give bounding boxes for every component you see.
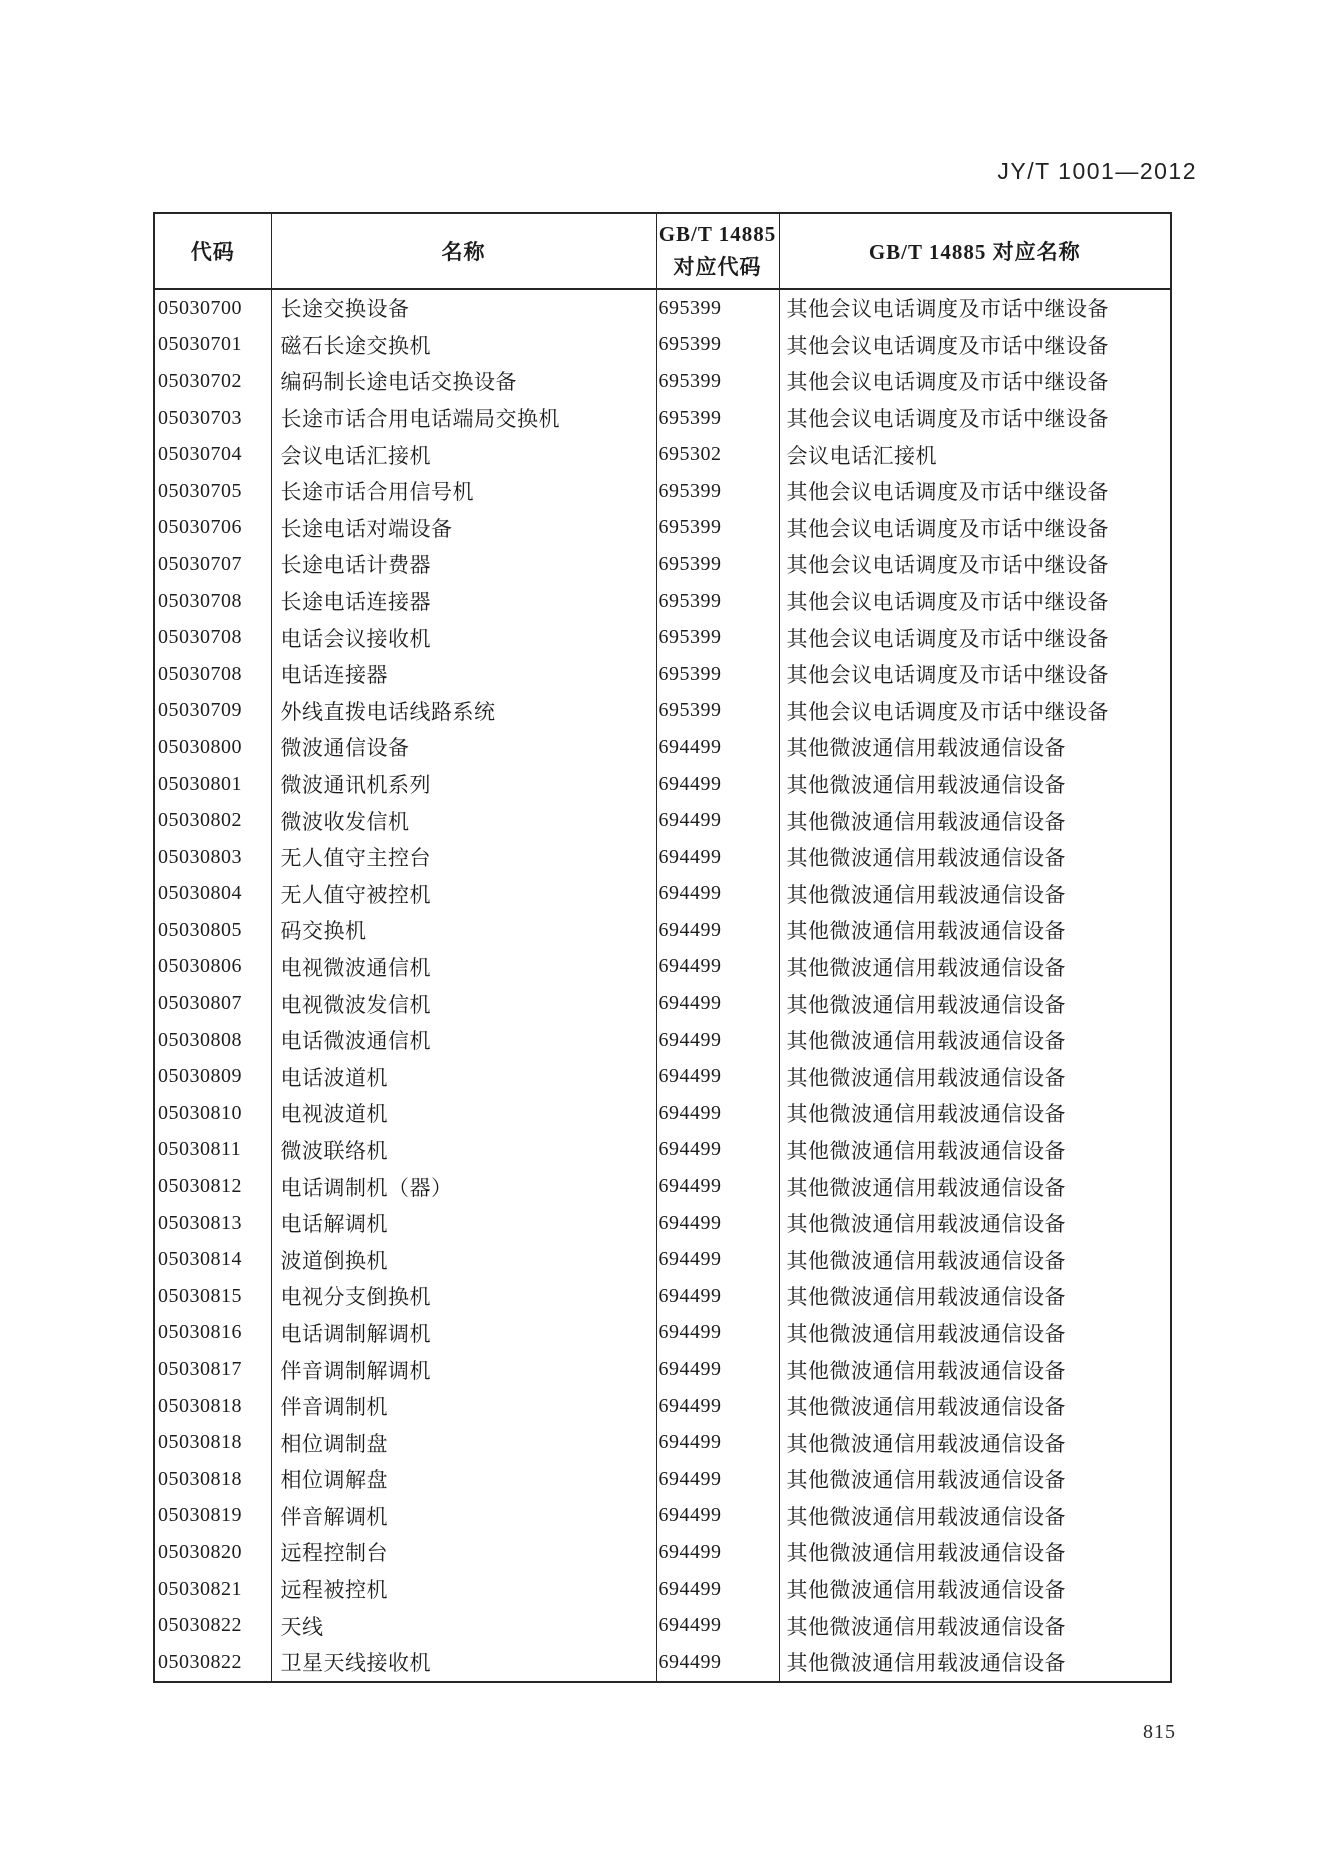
table-row <box>154 289 1171 327</box>
cell-gbt-code: 694499 <box>656 1095 779 1132</box>
cell-gbt-name: 其他微波通信用载波通信设备 <box>779 1534 1171 1571</box>
table-row <box>154 400 1171 437</box>
cell-code: 05030702 <box>158 369 242 392</box>
cell-code: 05030812 <box>158 1175 242 1198</box>
table-row <box>154 546 1171 583</box>
cell-gbt-name: 其他微波通信用载波通信设备 <box>779 1315 1171 1352</box>
cell-code: 05030822 <box>158 1650 242 1673</box>
cell-code: 05030804 <box>158 882 242 905</box>
cell-gbt-name: 其他微波通信用载波通信设备 <box>779 1644 1171 1682</box>
cell-code: 05030809 <box>158 1065 242 1088</box>
table-row <box>154 363 1171 400</box>
cell-gbt-name: 其他微波通信用载波通信设备 <box>779 1095 1171 1132</box>
cell-code: 05030818 <box>158 1431 242 1454</box>
cell-code: 05030819 <box>158 1504 242 1527</box>
table-row <box>154 656 1171 693</box>
table-row <box>154 1534 1171 1571</box>
cell-gbt-name: 其他微波通信用载波通信设备 <box>779 949 1171 986</box>
table-row <box>154 1571 1171 1608</box>
header-code: 代码 <box>154 213 271 289</box>
cell-name: 微波通讯机系列 <box>271 766 656 803</box>
cell-name: 编码制长途电话交换设备 <box>271 363 656 400</box>
cell-code: 05030813 <box>158 1211 242 1234</box>
cell-gbt-code: 695399 <box>656 656 779 693</box>
cell-gbt-name: 其他会议电话调度及市话中继设备 <box>779 289 1171 327</box>
cell-name: 微波收发信机 <box>271 802 656 839</box>
cell-name: 伴音解调机 <box>271 1498 656 1535</box>
cell-name: 电视波道机 <box>271 1095 656 1132</box>
cell-gbt-name: 其他微波通信用载波通信设备 <box>779 1058 1171 1095</box>
cell-gbt-code: 694499 <box>656 876 779 913</box>
cell-name: 波道倒换机 <box>271 1241 656 1278</box>
cell-gbt-code: 694499 <box>656 839 779 876</box>
cell-name: 卫星天线接收机 <box>271 1644 656 1682</box>
cell-code: 05030709 <box>158 699 242 722</box>
table-row <box>154 729 1171 766</box>
cell-gbt-name: 其他微波通信用载波通信设备 <box>779 985 1171 1022</box>
cell-gbt-code: 695302 <box>656 436 779 473</box>
cell-gbt-name: 其他微波通信用载波通信设备 <box>779 1498 1171 1535</box>
header-gbt-code-line1: GB/T 14885 <box>658 222 777 246</box>
cell-code: 05030706 <box>158 516 242 539</box>
cell-gbt-code: 695399 <box>656 510 779 547</box>
cell-gbt-code: 695399 <box>656 546 779 583</box>
cell-gbt-code: 695399 <box>656 583 779 620</box>
table-row <box>154 766 1171 803</box>
cell-gbt-code: 694499 <box>656 1205 779 1242</box>
header-gbt-code-line2: 对应代码 <box>673 255 762 279</box>
mapping-table <box>153 212 1170 1683</box>
cell-code: 05030803 <box>158 845 242 868</box>
cell-name: 微波通信设备 <box>271 729 656 766</box>
cell-gbt-name: 其他微波通信用载波通信设备 <box>779 1461 1171 1498</box>
cell-gbt-name: 其他会议电话调度及市话中继设备 <box>779 583 1171 620</box>
cell-name: 无人值守被控机 <box>271 876 656 913</box>
cell-code: 05030806 <box>158 955 242 978</box>
cell-gbt-code: 694499 <box>656 1534 779 1571</box>
table-row <box>154 327 1171 364</box>
cell-gbt-name: 其他微波通信用载波通信设备 <box>779 1241 1171 1278</box>
table-row <box>154 802 1171 839</box>
cell-gbt-name: 其他微波通信用载波通信设备 <box>779 1388 1171 1425</box>
cell-gbt-code: 694499 <box>656 1351 779 1388</box>
table-row <box>154 1095 1171 1132</box>
header-gbt-code <box>656 213 779 289</box>
cell-gbt-name: 其他微波通信用载波通信设备 <box>779 1168 1171 1205</box>
cell-code: 05030821 <box>158 1577 242 1600</box>
table-row <box>154 1058 1171 1095</box>
document-reference: JY/T 1001—2012 <box>997 158 1197 184</box>
cell-code: 05030705 <box>158 479 242 502</box>
table-row <box>154 876 1171 913</box>
table-row <box>154 985 1171 1022</box>
cell-code: 05030808 <box>158 1028 242 1051</box>
cell-name: 相位调解盘 <box>271 1461 656 1498</box>
cell-gbt-name: 其他微波通信用载波通信设备 <box>779 1205 1171 1242</box>
cell-gbt-name: 其他微波通信用载波通信设备 <box>779 839 1171 876</box>
cell-code: 05030704 <box>158 443 242 466</box>
header-gbt-name: GB/T 14885 对应名称 <box>779 213 1171 289</box>
cell-code: 05030707 <box>158 552 242 575</box>
cell-gbt-code: 695399 <box>656 473 779 510</box>
cell-gbt-code: 694499 <box>656 1571 779 1608</box>
cell-name: 长途市话合用信号机 <box>271 473 656 510</box>
cell-code: 05030701 <box>158 333 242 356</box>
cell-code: 05030700 <box>158 296 242 319</box>
cell-name: 长途交换设备 <box>271 289 656 327</box>
cell-gbt-name: 其他微波通信用载波通信设备 <box>779 1132 1171 1169</box>
table-row <box>154 1022 1171 1059</box>
cell-gbt-code: 694499 <box>656 1168 779 1205</box>
cell-name: 无人值守主控台 <box>271 839 656 876</box>
cell-code: 05030801 <box>158 772 242 795</box>
cell-gbt-code: 694499 <box>656 1644 779 1682</box>
cell-code: 05030807 <box>158 992 242 1015</box>
table-row <box>154 839 1171 876</box>
cell-gbt-name: 其他微波通信用载波通信设备 <box>779 876 1171 913</box>
cell-name: 电话波道机 <box>271 1058 656 1095</box>
table-row <box>154 1644 1171 1682</box>
cell-name: 电话会议接收机 <box>271 619 656 656</box>
cell-gbt-name: 其他微波通信用载波通信设备 <box>779 1278 1171 1315</box>
table-row <box>154 1132 1171 1169</box>
table-row <box>154 1498 1171 1535</box>
cell-name: 远程控制台 <box>271 1534 656 1571</box>
cell-name: 相位调制盘 <box>271 1424 656 1461</box>
table-row <box>154 473 1171 510</box>
cell-gbt-code: 694499 <box>656 1388 779 1425</box>
cell-gbt-name: 其他微波通信用载波通信设备 <box>779 1424 1171 1461</box>
cell-gbt-name: 会议电话汇接机 <box>779 436 1171 473</box>
cell-gbt-name: 其他微波通信用载波通信设备 <box>779 912 1171 949</box>
table-row <box>154 436 1171 473</box>
table-row <box>154 1424 1171 1461</box>
cell-gbt-name: 其他会议电话调度及市话中继设备 <box>779 693 1171 730</box>
cell-name: 磁石长途交换机 <box>271 327 656 364</box>
cell-gbt-code: 694499 <box>656 766 779 803</box>
cell-code: 05030817 <box>158 1358 242 1381</box>
cell-name: 会议电话汇接机 <box>271 436 656 473</box>
cell-gbt-code: 694499 <box>656 912 779 949</box>
cell-gbt-name: 其他会议电话调度及市话中继设备 <box>779 327 1171 364</box>
table-row <box>154 1351 1171 1388</box>
cell-gbt-code: 695399 <box>656 619 779 656</box>
cell-name: 天线 <box>271 1607 656 1644</box>
cell-gbt-name: 其他会议电话调度及市话中继设备 <box>779 400 1171 437</box>
cell-name: 电视微波发信机 <box>271 985 656 1022</box>
cell-gbt-code: 695399 <box>656 289 779 327</box>
cell-name: 电话解调机 <box>271 1205 656 1242</box>
table-row <box>154 583 1171 620</box>
table-row <box>154 1168 1171 1205</box>
cell-code: 05030810 <box>158 1101 242 1124</box>
cell-name: 外线直拨电话线路系统 <box>271 693 656 730</box>
cell-gbt-code: 694499 <box>656 1315 779 1352</box>
cell-gbt-code: 694499 <box>656 729 779 766</box>
cell-gbt-name: 其他微波通信用载波通信设备 <box>779 729 1171 766</box>
cell-name: 码交换机 <box>271 912 656 949</box>
cell-code: 05030811 <box>158 1138 242 1161</box>
cell-gbt-code: 695399 <box>656 400 779 437</box>
cell-gbt-code: 694499 <box>656 1022 779 1059</box>
cell-code: 05030708 <box>158 626 242 649</box>
cell-name: 伴音调制机 <box>271 1388 656 1425</box>
cell-code: 05030802 <box>158 809 242 832</box>
cell-name: 远程被控机 <box>271 1571 656 1608</box>
cell-gbt-name: 其他会议电话调度及市话中继设备 <box>779 656 1171 693</box>
cell-name: 电视分支倒换机 <box>271 1278 656 1315</box>
cell-name: 电话微波通信机 <box>271 1022 656 1059</box>
cell-name: 长途电话连接器 <box>271 583 656 620</box>
cell-gbt-code: 695399 <box>656 693 779 730</box>
table-row <box>154 510 1171 547</box>
cell-gbt-code: 694499 <box>656 1278 779 1315</box>
table-row <box>154 1607 1171 1644</box>
cell-gbt-code: 695399 <box>656 327 779 364</box>
table-row <box>154 1461 1171 1498</box>
cell-code: 05030805 <box>158 918 242 941</box>
table-header-row <box>154 213 1171 289</box>
cell-name: 电话调制解调机 <box>271 1315 656 1352</box>
table-row <box>154 619 1171 656</box>
cell-gbt-code: 694499 <box>656 1132 779 1169</box>
cell-gbt-code: 695399 <box>656 363 779 400</box>
cell-code: 05030708 <box>158 662 242 685</box>
cell-gbt-code: 694499 <box>656 1058 779 1095</box>
cell-name: 微波联络机 <box>271 1132 656 1169</box>
cell-gbt-name: 其他微波通信用载波通信设备 <box>779 1607 1171 1644</box>
cell-code: 05030703 <box>158 406 242 429</box>
cell-gbt-name: 其他会议电话调度及市话中继设备 <box>779 363 1171 400</box>
table-row <box>154 1205 1171 1242</box>
header-name: 名称 <box>271 213 656 289</box>
cell-code: 05030822 <box>158 1614 242 1637</box>
cell-gbt-name: 其他微波通信用载波通信设备 <box>779 802 1171 839</box>
cell-gbt-name: 其他微波通信用载波通信设备 <box>779 766 1171 803</box>
cell-gbt-code: 694499 <box>656 1461 779 1498</box>
table-row <box>154 912 1171 949</box>
cell-gbt-code: 694499 <box>656 985 779 1022</box>
cell-name: 长途市话合用电话端局交换机 <box>271 400 656 437</box>
cell-gbt-name: 其他会议电话调度及市话中继设备 <box>779 619 1171 656</box>
table-row <box>154 1388 1171 1425</box>
cell-code: 05030816 <box>158 1321 242 1344</box>
table-row <box>154 693 1171 730</box>
cell-code: 05030815 <box>158 1284 242 1307</box>
page-number: 815 <box>1143 1721 1176 1743</box>
cell-code: 05030708 <box>158 589 242 612</box>
cell-name: 长途电话对端设备 <box>271 510 656 547</box>
cell-code: 05030800 <box>158 735 242 758</box>
table-row <box>154 1241 1171 1278</box>
table-body <box>154 289 1171 1682</box>
cell-gbt-name: 其他微波通信用载波通信设备 <box>779 1022 1171 1059</box>
table-row <box>154 1278 1171 1315</box>
cell-gbt-code: 694499 <box>656 802 779 839</box>
cell-gbt-name: 其他会议电话调度及市话中继设备 <box>779 510 1171 547</box>
cell-code: 05030818 <box>158 1467 242 1490</box>
cell-gbt-code: 694499 <box>656 1607 779 1644</box>
cell-gbt-code: 694499 <box>656 1241 779 1278</box>
cell-gbt-code: 694499 <box>656 949 779 986</box>
cell-gbt-name: 其他会议电话调度及市话中继设备 <box>779 473 1171 510</box>
cell-gbt-code: 694499 <box>656 1424 779 1461</box>
cell-code: 05030814 <box>158 1248 242 1271</box>
cell-gbt-name: 其他会议电话调度及市话中继设备 <box>779 546 1171 583</box>
cell-name: 电视微波通信机 <box>271 949 656 986</box>
cell-name: 长途电话计费器 <box>271 546 656 583</box>
cell-gbt-code: 694499 <box>656 1498 779 1535</box>
cell-code: 05030820 <box>158 1540 242 1563</box>
cell-gbt-name: 其他微波通信用载波通信设备 <box>779 1571 1171 1608</box>
table-row <box>154 1315 1171 1352</box>
cell-name: 电话连接器 <box>271 656 656 693</box>
cell-gbt-name: 其他微波通信用载波通信设备 <box>779 1351 1171 1388</box>
cell-name: 电话调制机（器） <box>271 1168 656 1205</box>
cell-code: 05030818 <box>158 1394 242 1417</box>
table-row <box>154 949 1171 986</box>
cell-name: 伴音调制解调机 <box>271 1351 656 1388</box>
